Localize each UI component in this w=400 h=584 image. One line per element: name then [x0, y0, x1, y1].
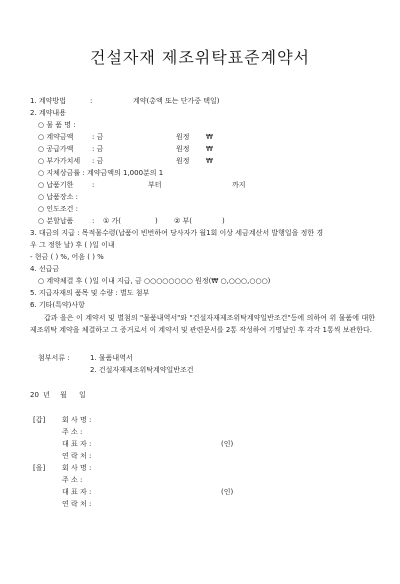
vat-label: ○ 부가가치세	[38, 157, 81, 165]
party-a-seal: (인)	[221, 440, 234, 448]
attachments-label: 첨부서류 :	[38, 354, 70, 362]
date-month-unit: 월	[60, 391, 67, 399]
vat-won: ₩	[206, 157, 213, 165]
party-a-tag: [갑]	[33, 416, 46, 424]
delivery-period-from: 부터	[148, 181, 162, 189]
party-a-ceo: 대 표 자 :	[62, 440, 92, 448]
partial-option-yes-close: )	[155, 217, 158, 225]
special-terms-label: 6. 기타(특약)사항	[30, 301, 85, 309]
contract-amount-label: ○ 계약금액	[38, 133, 74, 141]
party-b-seal: (인)	[221, 488, 234, 496]
partial-delivery-colon: :	[92, 217, 95, 225]
sec2-label: 2. 계약내용	[30, 109, 66, 117]
partial-option-yes: ① 가(	[103, 217, 121, 225]
party-b-contact: 연 락 처 :	[62, 500, 92, 508]
contract-amount-colon: : 금	[92, 133, 104, 141]
delivery-period-label: ○ 납품기한	[38, 181, 74, 189]
payment-line-1: 3. 대금의 지급 : 목적물수령(납품이 빈번하여 당사자가 월1회 이상 세금계산서 발행일을 정한 경	[30, 229, 324, 237]
party-b-company: 회 사 명 :	[62, 464, 92, 472]
contract-amount-won: ₩	[206, 133, 213, 141]
agreement-paragraph: 갑과 을은 이 계약서 및 별첨의 "물품내역서"와 "건설자재제조위탁계약일반조건"등에 의하여 위 물품에 대한 제조위탁 계약을 체결하고 그 증거로서 이 계약서 및 관련문서를 2통 작성하여 기명날인 후 각각 1통씩 보관한다.	[30, 314, 375, 334]
vat-unit: 원정	[176, 157, 190, 165]
delivery-period-colon: :	[92, 181, 95, 189]
sec1-colon: :	[90, 97, 93, 105]
partial-option-no: ② 부(	[174, 217, 192, 225]
attachment-item-1: 1. 물품내역서	[90, 354, 133, 362]
date-day-unit: 일	[79, 391, 86, 399]
delivery-place-line: ○ 납품장소 :	[38, 193, 78, 201]
advance-payment-label: 4. 선급금	[30, 265, 60, 273]
date-year: 20	[30, 391, 39, 399]
supplied-materials-line: 5. 지급자재의 품목 및 수량 : 별도 첨부	[30, 289, 150, 297]
partial-option-no-close: )	[222, 217, 225, 225]
supply-amount-label: ○ 공급가액	[38, 145, 74, 153]
payment-line-3: - 현금 ( ) %, 어음 ( ) %	[30, 253, 104, 261]
party-a-company: 회 사 명 :	[62, 416, 92, 424]
vat-colon: : 금	[92, 157, 104, 165]
delay-rate-line: ○ 지체상금률 : 계약금액의 1,000분의 1	[38, 169, 164, 177]
supply-amount-unit: 원정	[176, 145, 190, 153]
sec1-value: 계약(총액 또는 단가중 택일)	[133, 97, 220, 105]
sec1-label: 1. 계약방법	[30, 97, 66, 105]
party-a-address: 주 소 :	[62, 428, 83, 436]
delivery-terms-line: ○ 인도조건 :	[38, 205, 78, 213]
supply-amount-won: ₩	[206, 145, 213, 153]
date-year-unit: 년	[43, 391, 50, 399]
contract-title: 건설자재 제조위탁표준계약서	[89, 48, 310, 67]
advance-payment-line: ○ 계약체결 후 ( )일 이내 지급, 금 ○○○○○○○○ 원정(₩ ○,○○○,○○○)	[38, 277, 271, 285]
payment-line-2: 우 그 정한 날) 후 ( )일 이내	[30, 241, 115, 249]
party-b-address: 주 소 :	[62, 476, 83, 484]
party-a-contact: 연 락 처 :	[62, 452, 92, 460]
delivery-period-to: 까지	[232, 181, 246, 189]
item-name-line: ○ 물 품 명 :	[38, 121, 76, 129]
contract-amount-unit: 원정	[176, 133, 190, 141]
party-b-ceo: 대 표 자 :	[62, 488, 92, 496]
partial-delivery-label: ○ 분할납품	[38, 217, 74, 225]
supply-amount-colon: : 금	[92, 145, 104, 153]
party-b-tag: [을]	[33, 464, 46, 472]
attachment-item-2: 2. 건설자재제조위탁계약일반조건	[90, 366, 194, 374]
